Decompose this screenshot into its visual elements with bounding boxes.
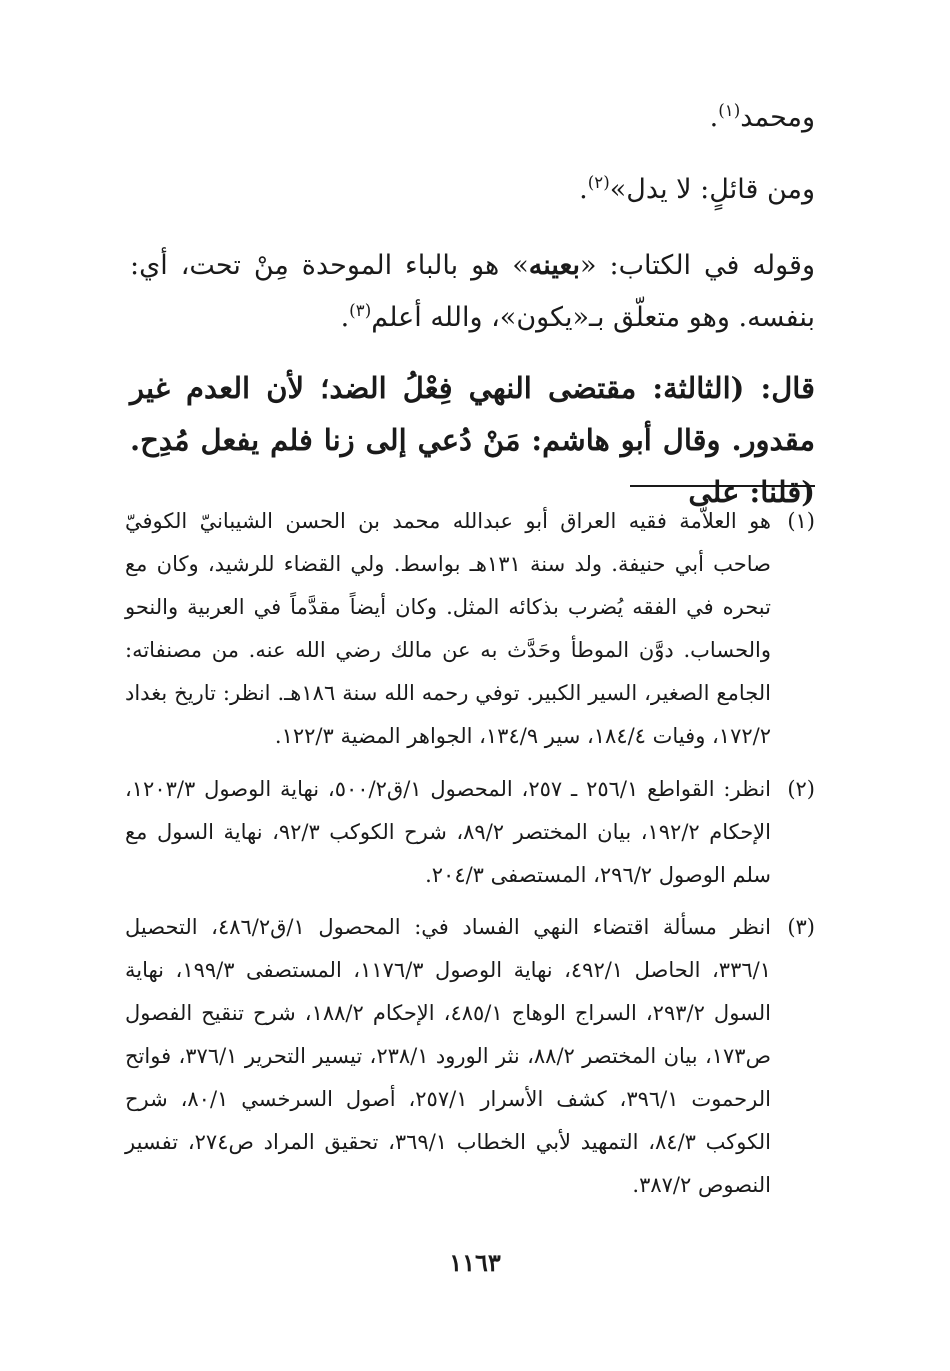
- paragraph-3: وقوله في الكتاب: «بعينه» هو بالباء الموحدة مِنْ تحت، أي: بنفسه. وهو متعلّق بـ«يكون»، والله أعلم$^{(٣)}$.: [130, 250, 815, 333]
- footnote-ref-2[interactable]: (٢): [587, 172, 610, 192]
- footnote-1-number: (١): [787, 509, 815, 533]
- footnote-1-text: هو العلاّمة فقيه العراق أبو عبدالله محمد بن الحسن الشيبانيّ الكوفيّ صاحب أبي حنيفة. ولد سنة ١٣١هـ بواسط. ولي القضاء للرشيد، وكان مع تبحره في الفقه يُضرب بذكائه المثل. وكان أيضاً مقدَّماً في العربية والنحو والحساب. دوَّن الموطأ وحَدَّث به عن مالك رضي الله عنه. من مصنفاته: الجامع الصغير، السير الكبير. توفي رحمه الله سنة ١٨٦هـ. انظر: تاريخ بغداد ١٧٢/٢، وفيات ١٨٤/٤، سير ١٣٤/٩، الجواهر المضية ١٢٢/٣.: [125, 509, 772, 748]
- footnote-3-number: (٣): [787, 915, 815, 939]
- footnote-2-text: انظر: القواطع ٢٥٦/١ ـ ٢٥٧، المحصول ١/ق٥٠٠/٢، نهاية الوصول ١٢٠٣/٣، الإحكام ١٩٢/٢، بيان المختصر ٨٩/٢، شرح الكوكب ٩٢/٣، نهاية السول مع سلم الوصول ٢٩٦/٢، المستصفى ٢٠٤/٣.: [125, 777, 771, 887]
- text-line-2: ومن قائلٍ: لا يدل»$^{(٢)}$.: [579, 172, 815, 205]
- paragraph-3-part-a: وقوله في الكتاب: «: [580, 250, 815, 281]
- line-1-text: ومحمد: [740, 102, 815, 133]
- footnote-2-number: (٢): [787, 777, 815, 801]
- paragraph-4-matn: قال: (الثالثة: مقتضى النهي فِعْلُ الضد؛ لأن العدم غير مقدور. وقال أبو هاشم: مَنْ دُعي إلى زنا فلم يفعل مُدِح. (قلنا: على: [130, 371, 815, 509]
- footnote-divider: [630, 485, 815, 487]
- footnote-3-text: انظر مسألة اقتضاء النهي الفساد في: المحصول ١/ق٤٨٦/٢، التحصيل ٣٣٦/١، الحاصل ٤٩٢/١، نهاية الوصول ١١٧٦/٣، المستصفى ١٩٩/٣، نهاية السول ٢٩٣/٢، السراج الوهاج ٤٨٥/١، الإحكام ١٨٨/٢، شرح تنقيح الفصول ص١٧٣، بيان المختصر ٨٨/٢، نثر الورود ٢٣٨/١، تيسير التحرير ٣٧٦/١، فواتح الرحموت ٣٩٦/١، كشف الأسرار ٢٥٧/١، أصول السرخسي ٨٠/١، شرح الكوكب ٨٤/٣، التمهيد لأبي الخطاب ٣٦٩/١، تحقيق المراد ص٢٧٤، تفسير النصوص ٣٨٧/٢.: [125, 915, 772, 1197]
- footnote-1: [125, 500, 815, 758]
- page-number: ١١٦٣: [449, 1248, 501, 1277]
- footnote-ref-1[interactable]: (١): [718, 100, 741, 120]
- paragraph-3-part-b: » هو بالباء الموحدة مِنْ تحت، أي: بنفسه. وهو متعلّق بـ«يكون»، والله أعلم: [130, 250, 815, 333]
- footnote-2: [125, 768, 815, 897]
- text-line-1: ومحمد$^{(١)}$.: [709, 100, 815, 133]
- line-2-text: ومن قائلٍ: لا يدل»: [609, 174, 815, 205]
- keyword-bold: بعينه: [528, 250, 581, 281]
- footnote-3: [125, 906, 815, 1207]
- footnote-ref-3[interactable]: (٣): [349, 300, 372, 320]
